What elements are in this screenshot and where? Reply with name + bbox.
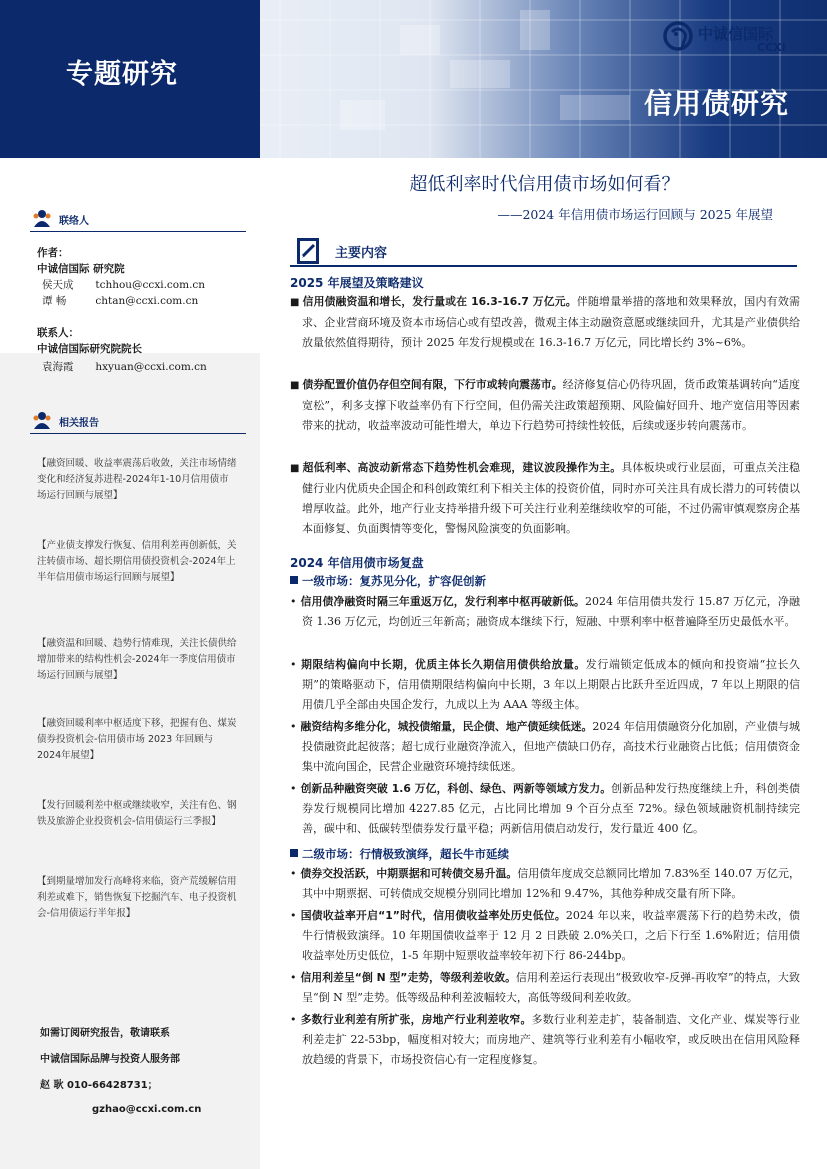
related-section-label: 相关报告: [59, 418, 99, 429]
item-headline: 信用利差呈“倒 N 型”走势，等级利差收敛。: [300, 971, 516, 984]
item-body: 2024 年信用债融资分化加剧，产业债与城投债融资此起彼落；超七成行业融资净流入，但地产债缺口仍存，高技术行业融资占比低；信用债资金集中流向国企，民营企业融资环境持续低迷。: [302, 720, 800, 773]
outlook-item: [290, 292, 800, 353]
secondary-item: [290, 968, 800, 1008]
related-report-link[interactable]: 【到期量增加发行高峰将来临，资产荒缓解信用利差或难下，销售恢复下挖掘汽车、电子投资机会-信用债运行半年报】: [37, 876, 237, 919]
author-email[interactable]: tchhou@ccxi.com.cn: [95, 279, 206, 291]
service-contact-email[interactable]: gzhao@ccxi.com.cn: [92, 1104, 202, 1115]
service-contact-phone: 赵 耿 010-66428731；: [40, 1080, 158, 1091]
item-headline: 融资结构多维分化，城投债缩量，民企债、地产债延续低迷。: [300, 720, 593, 733]
contact-person-email[interactable]: hxyuan@ccxi.com.cn: [95, 361, 207, 373]
author-org: 中诚信国际 研究院: [37, 263, 125, 275]
secondary-market-title-text: 二级市场：行情极致演绎，超长牛市延续: [302, 847, 509, 861]
item-headline: 创新品种融资突破 1.6 万亿，科创、绿色、两新等领域方发力。: [300, 782, 612, 795]
item-headline: 债券交投活跃，中期票据和可转债交易升温。: [300, 867, 518, 880]
sidebar: [0, 158, 260, 1169]
primary-market-title: [290, 573, 486, 589]
square-bullet-icon: ■: [290, 380, 300, 391]
related-report-link[interactable]: 【发行回暖利差中枢或继续收窄，关注有色、钢铁及旅游企业投资机会-信用债运行三季报】: [37, 800, 237, 827]
item-headline: 多数行业利差有所扩张，房地产行业利差收窄。: [300, 1013, 532, 1026]
item-body: 伴随增量举措的落地和效果释放，国内有效需求、企业营商环境及资本市场信心或有望改善，微观主体主动融资意愿或继续回升，尤其是产业债供给放量依然值得期待，预计 2025 年发行规模或在 16.3-16.7 万亿元，同比增长约 3%~6%。: [302, 295, 801, 349]
primary-item: [290, 779, 800, 839]
contents-heading: 主要内容: [335, 246, 388, 261]
author-label: 作者：: [37, 247, 69, 259]
item-headline: 信用债净融资时隔三年重返万亿，发行利率中枢再破新低。: [300, 595, 585, 608]
report-title: 超低利率时代信用债市场如何看？: [409, 174, 680, 195]
contact-org: 中诚信国际研究院院长: [37, 343, 142, 355]
primary-item: [290, 717, 800, 777]
related-report-link[interactable]: 【融资回暖利率中枢适度下移，把握有色、煤炭债券投资机会-信用债市场 2023 年回顾与 2024年展望】: [37, 718, 237, 761]
author-email[interactable]: chtan@ccxi.com.cn: [95, 295, 199, 307]
item-body: 2024 年信用债共发行 15.87 万亿元，净融资 1.36 万亿元，均创近三年新高；融资成本继续下行，短融、中票利率中枢普遍降至历史最低水平。: [302, 595, 800, 628]
square-bullet-icon: ■: [290, 463, 300, 474]
item-body: 经济修复信心仍待巩固，货币政策基调转向“适度宽松”，利多支撑下收益率仍有下行空间，但仍需关注政策超预期、风险偏好回升、地产宽信用等因素带来的扰动，收益率波动可能性增大，单边下行趋势可持续性较低，后续或逐步转向震荡市。: [302, 378, 801, 432]
item-body: 具体板块或行业层面，可重点关注稳健行业内优质央企国企和科创政策红利下相关主体的投资价值，同时亦可关注具有成长潜力的可转债以增厚收益。此外，地产行业支持举措升级下可关注行业利差继续收窄的可能，不过仍需审慎观察房企基本面修复、负面舆情等变化，警惕风险演变的负面影响。: [302, 461, 800, 535]
contact-section-label: 联络人: [59, 216, 89, 227]
item-headline: 超低利率、高波动新常态下趋势性机会难现，建议波段操作为主。: [302, 461, 622, 474]
primary-market-title-text: 一级市场：复苏见分化，扩容促创新: [302, 574, 486, 588]
related-reports-icon: [32, 410, 52, 430]
dot-bullet-icon: •: [290, 658, 297, 671]
author-name: 谭 畅: [42, 295, 67, 307]
secondary-item: [290, 864, 800, 904]
related-report-link[interactable]: 【产业债支撑发行恢复、信用利差再创新低，关注转债市场、超长期信用债投资机会-2024年上半年信用债市场运行回顾与展望】: [37, 540, 237, 583]
secondary-item: [290, 1010, 800, 1070]
item-headline: 国债收益率开启“1”时代，信用债收益率处历史低位。: [300, 909, 566, 922]
dot-bullet-icon: •: [290, 867, 297, 880]
item-body: 创新品种发行热度继续上升，科创类债券发行规模同比增加 4227.85 亿元，占比同比增加 9 个百分点至 72%。绿色领域融资机制持续完善，碳中和、低碳转型债券发行量平稳；两新信用债启动发行，发行量近 400 亿。: [302, 782, 800, 835]
contact-person-label: 联系人：: [37, 327, 79, 339]
item-body: 信用债年度成交总额同比增加 7.83%至 140.07 万亿元，其中中期票据、可转债成交规模分别同比增加 12%和 9.47%，其他券种成交量有所下降。: [302, 867, 800, 900]
outlook-item: [290, 458, 800, 539]
item-headline: 期限结构偏向中长期，优质主体长久期信用债供给放量。: [300, 658, 586, 671]
header-left-banner: [0, 0, 260, 158]
related-report-link[interactable]: 【融资温和回暖、趋势行情难现，关注长债供给增加带来的结构性机会-2024年一季度信用债市场运行回顾与展望】: [37, 638, 237, 681]
secondary-market-title: [290, 846, 509, 862]
item-body: 信用利差运行表现出“极致收窄-反弹-再收窄”的特点，大致呈“倒 N 型”走势。低等级品种利差波幅较大，高低等级间利差收敛。: [302, 971, 800, 1004]
report-subtitle: ——2024 年信用债市场运行回顾与 2025 年展望: [497, 207, 773, 222]
logo-english-name: CCXI: [757, 41, 786, 54]
dot-bullet-icon: •: [290, 971, 297, 984]
service-dept: 中诚信国际品牌与投资人服务部: [40, 1054, 180, 1065]
contents-rule: [290, 265, 797, 267]
dot-bullet-icon: •: [290, 720, 297, 733]
item-headline: 债券配置价值仍存但空间有限，下行市或转向震荡市。: [302, 378, 563, 391]
square-marker-icon: [290, 849, 298, 857]
dot-bullet-icon: •: [290, 595, 297, 608]
document-pen-icon: [294, 236, 324, 266]
report-category: 专题研究: [66, 59, 178, 90]
report-series-title: 信用债研究: [643, 87, 789, 120]
primary-item: [290, 592, 800, 632]
contact-person-name: 袁海霞: [42, 361, 74, 373]
contact-person-row: [42, 360, 207, 375]
item-body: 发行端锁定低成本的倾向和投资端“拉长久期”的策略驱动下，信用债期限结构偏向中长期，3 年以上期限占比跃升至近四成，7 年以上期限的信用债几乎全部由央国企发行，九成以上为 AAA 等级主体。: [302, 658, 801, 711]
item-body: 2024 年以来，收益率震荡下行的趋势未改，债牛行情极致演绎。10 年期国债收益率于 12 月 2 日跌破 2.0%关口，之后下行至 1.6%附近；信用债收益率处历史低位，1-5 年期中短票收益率较年初下行 86-244bp。: [302, 909, 800, 962]
author-row: [42, 278, 205, 293]
author-row: [42, 294, 198, 309]
related-section-header: [30, 410, 246, 434]
ccxi-logo: [660, 18, 800, 58]
elephant-logo-icon: [660, 18, 700, 58]
logo-chinese-name: 中诚信国际: [698, 25, 774, 43]
item-headline: 信用债融资温和增长，发行量或在 16.3-16.7 万亿元。: [302, 295, 577, 308]
square-bullet-icon: ■: [290, 297, 300, 308]
secondary-item: [290, 906, 800, 966]
contact-person-icon: [32, 208, 52, 228]
section-review-title: 2024 年信用债市场复盘: [290, 556, 424, 570]
dot-bullet-icon: •: [290, 909, 297, 922]
contact-section-header: [30, 208, 246, 232]
square-marker-icon: [290, 576, 298, 584]
subscribe-note: 如需订阅研究报告，敬请联系: [40, 1028, 170, 1039]
primary-item: [290, 655, 800, 715]
author-name: 侯天成: [42, 279, 74, 291]
dot-bullet-icon: •: [290, 1013, 297, 1026]
section-outlook-title: 2025 年展望及策略建议: [290, 276, 424, 290]
outlook-item: [290, 375, 800, 436]
related-report-link[interactable]: 【融资回暖、收益率震荡后收敛，关注市场情绪变化和经济复苏进程-2024年1-10月信用债市场运行回顾与展望】: [37, 458, 237, 501]
item-body: 多数行业利差走扩，装备制造、文化产业、煤炭等行业利差走扩 22-53bp，幅度相对较大；而房地产、建筑等行业利差有小幅收窄，或反映出在信用风险释放趋缓的背景下，市场投资信心有一定程度修复。: [302, 1013, 801, 1066]
dot-bullet-icon: •: [290, 782, 297, 795]
